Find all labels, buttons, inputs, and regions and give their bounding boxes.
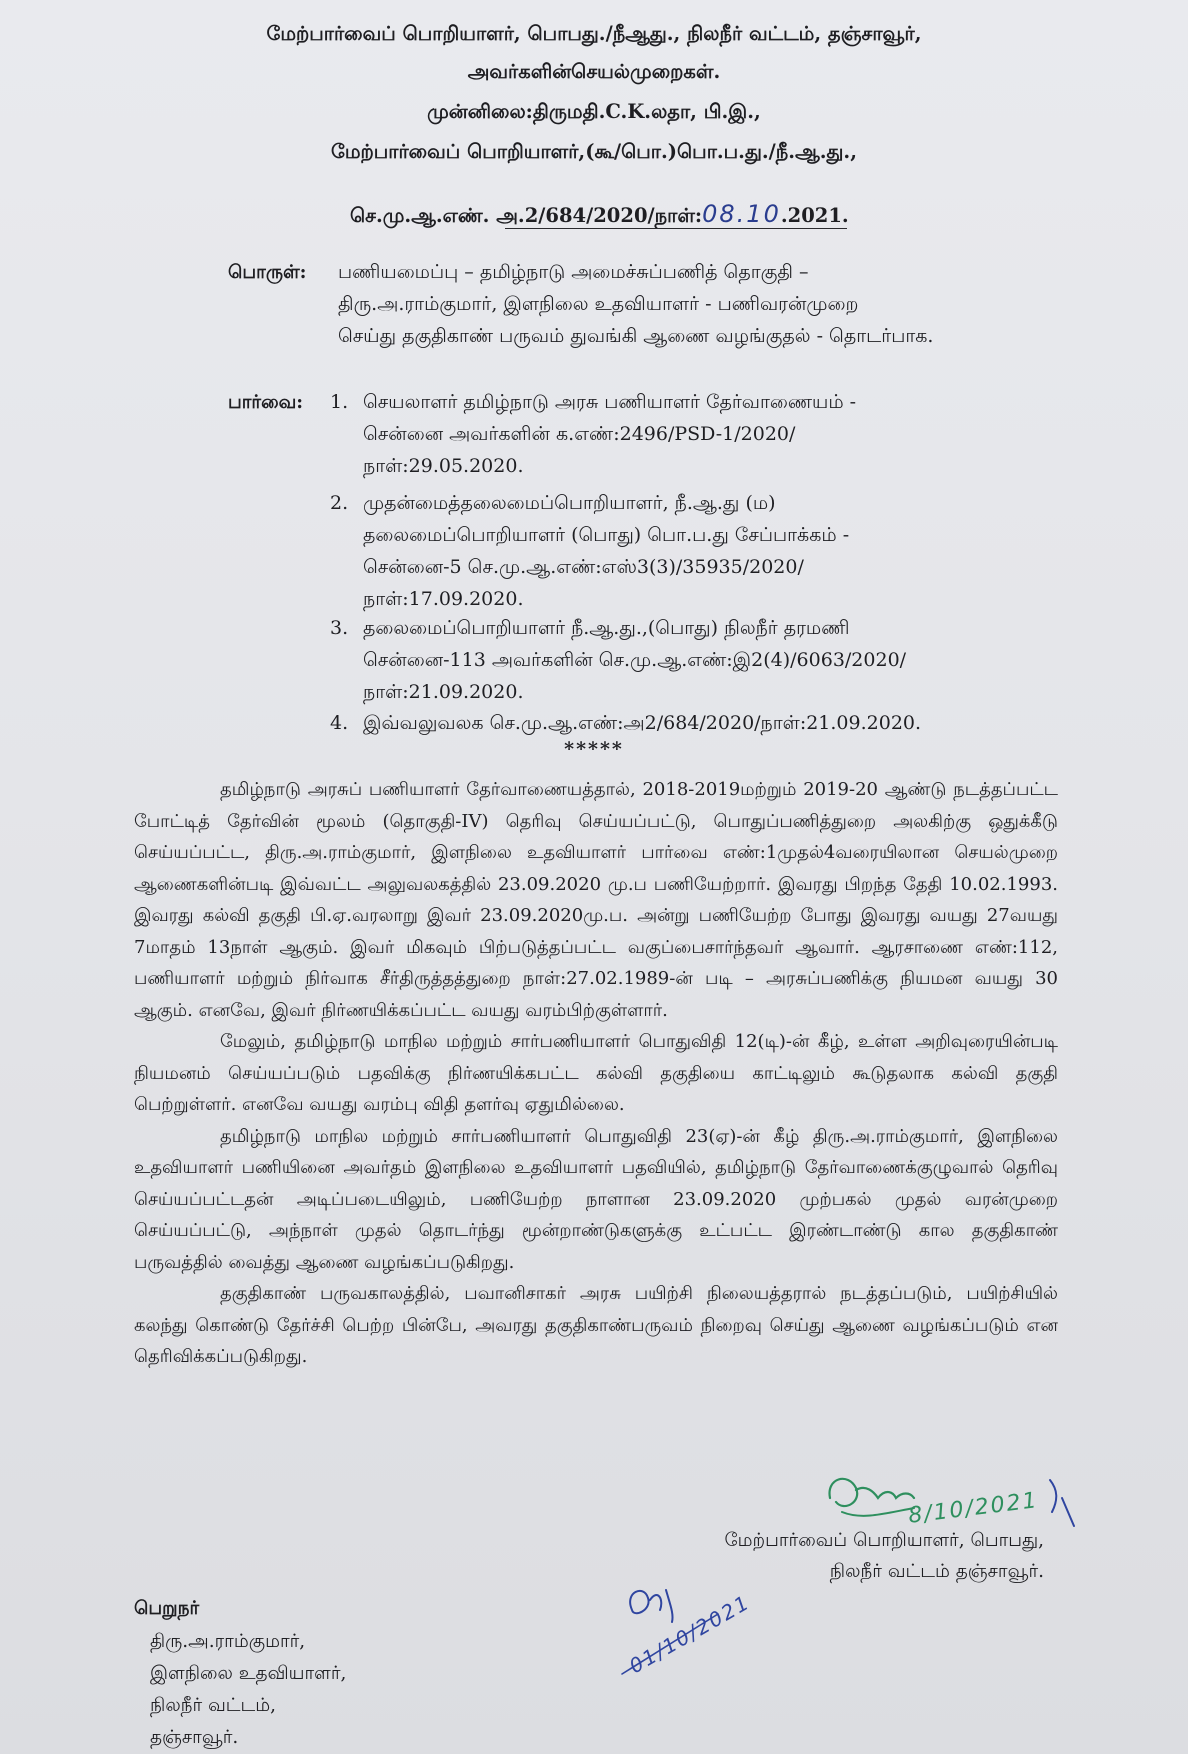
references-label: பார்வை: <box>228 392 304 413</box>
reference-number <box>350 200 849 230</box>
body-paragraph-2: மேலும், தமிழ்நாடு மாநில மற்றும் சார்பணியாளர் பொதுவிதி 12(டி)-ன் கீழ், உள்ள அறிவுரையின்படி நியமனம் செய்யப்படும் பதவிக்கு நிர்ணயிக்கபட்ட கல்வி தகுதியை காட்டிலும் கூடுதலாக கல்வி தகுதி பெற்றுள்ளர். எனவே வயது வரம்பு விதி தளர்வு ஏதுமில்லை. <box>134 1031 1058 1115</box>
reference-line: தலைமைப்பொறியாளர் (பொது) பொ.ப.து சேப்பாக்கம் - <box>363 524 850 546</box>
reference-underline <box>505 228 847 229</box>
body-text <box>134 774 1058 1373</box>
reference-suffix: .2021. <box>780 204 849 227</box>
reference-line: நாள்:21.09.2020. <box>363 681 524 703</box>
handwritten-date: 08.10 <box>702 200 781 228</box>
reference-line: நாள்:17.09.2020. <box>363 588 524 610</box>
subject-label: பொருள்: <box>228 262 307 283</box>
recipient-address <box>150 1626 346 1754</box>
reference-item-number: 1. <box>330 391 349 413</box>
recipient-line: திரு.அ.ராம்குமார், <box>150 1631 306 1652</box>
signatory-office: நிலநீர் வட்டம் தஞ்சாவூர். <box>829 1561 1044 1582</box>
reference-item-number: 3. <box>330 617 349 639</box>
reference-item-4 <box>330 707 348 739</box>
reference-item-number: 2. <box>330 492 349 514</box>
subject-line: செய்து தகுதிகாண் பருவம் துவங்கி ஆணை வழங்குதல் - தொடர்பாக. <box>338 325 934 347</box>
recipient-line: நிலநீர் வட்டம், <box>150 1695 276 1716</box>
header-line-2: அவர்களின்செயல்முறைகள். <box>467 60 721 83</box>
body-paragraph-3: தமிழ்நாடு மாநில மற்றும் சார்பணியாளர் பொதுவிதி 23(ஏ)-ன் கீழ் திரு.அ.ராம்குமார், இளநிலை உதவியாளர் பணியினை அவர்தம் இளநிலை உதவியாளர் பதவியில், தமிழ்நாடு தேர்வாணைக்குழுவால் தெரிவு செய்யப்பட்டதன் அடிப்படையிலும், பணியேற்ற நாளான 23.09.2020 முற்பகல் முதல் வரன்முறை செய்யப்பட்டு, அந்நாள் முதல் தொடர்ந்து மூன்றாண்டுகளுக்கு உட்பட்ட இரண்டாண்டு கால தகுதிகாண் பருவத்தில் வைத்து ஆணை வழங்கப்படுகிறது. <box>134 1125 1058 1273</box>
subject-line: பணியமைப்பு – தமிழ்நாடு அமைச்சுப்பணித் தொகுதி – <box>338 261 809 283</box>
reference-item-3 <box>330 612 348 644</box>
reference-line: சென்னை-113 அவர்களின் செ.மு.ஆ.எண்:இ2(4)/6063/2020/ <box>363 649 907 671</box>
separator: ***** <box>564 738 624 760</box>
header-line-4: மேற்பார்வைப் பொறியாளர்,(கூ/பொ.)பொ.ப.து./நீ.ஆ.து., <box>330 140 858 163</box>
handwritten-initials <box>614 1570 784 1680</box>
reference-line: முதன்மைத்தலைமைப்பொறியாளர், நீ.ஆ.து (ம) <box>363 492 776 514</box>
reference-prefix: செ.மு.ஆ.எண். அ.2/684/2020/நாள்: <box>350 204 703 227</box>
reference-item-1-text <box>363 386 856 482</box>
reference-item-2-text <box>363 487 849 615</box>
recipient-label: பெறுநர் <box>134 1598 200 1619</box>
reference-line: தலைமைப்பொறியாளர் நீ.ஆ.து.,(பொது) நிலநீர் தரமணி <box>363 617 850 639</box>
body-paragraph-1: தமிழ்நாடு அரசுப் பணியாளர் தேர்வாணையத்தால், 2018-2019மற்றும் 2019-20 ஆண்டு நடத்தப்பட்ட போட்டித் தேர்வின் மூலம் (தொகுதி-IV) தெரிவு செய்யப்பட்டு, பொதுப்பணித்துறை அலகிற்கு ஒதுக்கீடு செய்யப்பட்ட, திரு.அ.ராம்குமார், இளநிலை உதவியாளர் பார்வை எண்:1முதல்4வரையிலான செயல்முறை ஆணைகளின்படி இவ்வட்ட அலுவலகத்தில் 23.09.2020 மு.ப பணியேற்றார். இவரது பிறந்த தேதி 10.02.1993. இவரது கல்வி தகுதி பி.ஏ.வரலாறு இவர் 23.09.2020மு.ப. அன்று பணியேற்ற போது இவரது வயது 27வயது 7மாதம் 13நாள் ஆகும். இவர் மிகவும் பிற்படுத்தப்பட்ட வகுப்பைசார்ந்தவர் ஆவார். ஆரசாணை எண்:112, பணியாளர் மற்றும் நிர்வாக சீர்திருத்தத்துறை நாள்:27.02.1989-ன் படி – அரசுப்பணிக்கு நியமன வயது 30 ஆகும். எனவே, இவர் நிர்ணயிக்கப்பட்ட வயது வரம்பிற்குள்ளார். <box>134 779 1059 1021</box>
reference-item-2 <box>330 487 348 519</box>
reference-line: இவ்வலுவலக செ.மு.ஆ.எண்:அ2/684/2020/நாள்:21.09.2020. <box>363 712 922 734</box>
reference-item-4-text <box>363 707 921 739</box>
subject-line: திரு.அ.ராம்குமார், இளநிலை உதவியாளர் - பணிவரன்முறை <box>338 293 859 315</box>
reference-line: நாள்:29.05.2020. <box>363 455 524 477</box>
reference-item-1 <box>330 386 348 418</box>
signature-date: 8/10/2021 <box>906 1488 1040 1529</box>
reference-line: செயலாளர் தமிழ்நாடு அரசு பணியாளர் தேர்வாணையம் - <box>363 391 857 413</box>
reference-item-number: 4. <box>330 712 349 734</box>
initials-date: 01/10/2021 <box>625 1589 755 1679</box>
recipient-line: இளநிலை உதவியாளர், <box>150 1663 347 1684</box>
reference-line: சென்னை-5 செ.மு.ஆ.எண்:எஸ்3(3)/35935/2020/ <box>363 556 804 578</box>
subject-text <box>338 256 933 352</box>
header-line-3: முன்னிலை:திருமதி.C.K.லதா, பி.இ., <box>427 100 761 123</box>
reference-item-3-text <box>363 612 906 708</box>
header-line-1: மேற்பார்வைப் பொறியாளர், பொபது./நீஆது., நிலநீர் வட்டம், தஞ்சாவூர், <box>266 22 922 45</box>
recipient-line: தஞ்சாவூர். <box>150 1727 239 1748</box>
signatory-designation: மேற்பார்வைப் பொறியாளர், பொபது, <box>724 1530 1044 1551</box>
reference-line: சென்னை அவர்களின் க.எண்:2496/PSD-1/2020/ <box>363 423 796 445</box>
body-paragraph-4: தகுதிகாண் பருவகாலத்தில், பவானிசாகர் அரசு பயிற்சி நிலையத்தரால் நடத்தப்படும், பயிற்சியில் கலந்து கொண்டு தேர்ச்சி பெற்ற பின்பே, அவரது தகுதிகாண்பருவம் நிறைவு செய்து ஆணை வழங்கப்படும் என தெரிவிக்கப்படுகிறது. <box>134 1283 1058 1367</box>
